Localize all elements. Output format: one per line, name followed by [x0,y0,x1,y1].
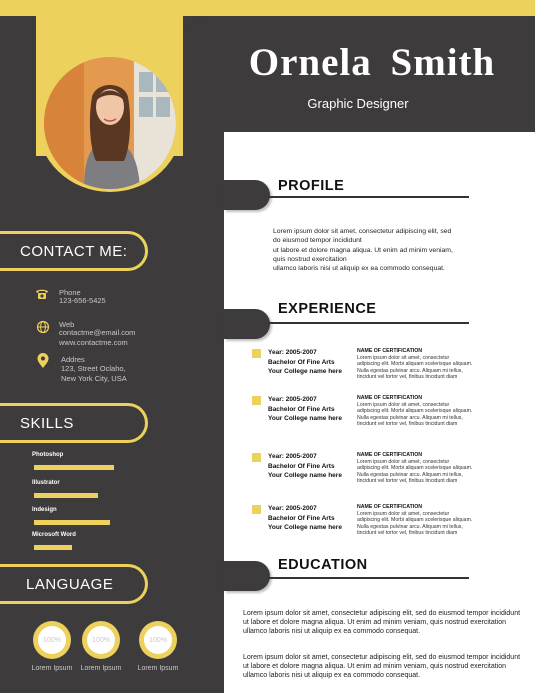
experience-college: Your College name here [268,472,342,479]
certification-line: tincidunt vel tortor vel, finibus tincidunt diam [357,478,458,484]
web-email: contactme@email.com [59,328,136,337]
experience-heading: EXPERIENCE [278,301,377,317]
candidate-name: Ornela Smith [248,41,496,84]
top-accent-band [0,0,535,16]
language-level-ring [33,621,71,659]
education-paragraph [243,609,520,636]
skill-label: Indesign [32,507,57,513]
web-label: Web [59,320,75,329]
experience-degree: Bachelor Of Fine Arts [268,514,335,522]
experience-tab [224,309,270,339]
skill-label: Illustrator [32,480,60,486]
certification-line: Lorem ipsum dolor sit amet, consectetur [357,354,450,361]
certification-line: adipiscing elit. Morbi aliquam scelerisque aliquam. [357,517,473,523]
experience-entry [268,452,342,481]
experience-year: Year: 2005-2007 [268,349,317,356]
certification-line: adipiscing elit. Morbi aliquam scelerisque aliquam. [357,465,473,471]
language-heading: LANGUAGE [26,575,114,593]
profile-heading: PROFILE [278,178,345,194]
education-line: ullamco laboris nisi ut aliquip ex ea commodo consequat. [243,672,421,679]
phone-label: Phone [59,288,81,297]
phone-icon [35,287,49,301]
language-label: Lorem Ipsum [137,665,179,672]
certification-line: Nulla egestas pulvinar arcu. Aliquam mi tellus, [357,414,463,421]
experience-underline [268,322,469,324]
certification-line: Nulla egestas pulvinar arcu. Aliquam mi tellus, [357,523,463,530]
profile-line: ut labore et dolore magna aliqua. Ut enim ad minim veniam, [273,246,453,254]
profile-line: do eiusmod tempor incididunt [273,237,362,245]
contact-heading: CONTACT ME: [20,242,128,260]
language-label: Lorem Ipsum [31,665,73,672]
experience-college: Your College name here [268,415,342,422]
job-title: Graphic Designer [307,96,409,111]
certification-title: NAME OF CERTIFICATION [357,504,423,510]
header-left-block [0,16,36,156]
certification-line: adipiscing elit. Morbi aliquam scelerisque aliquam. [357,408,473,414]
certification-block [357,348,497,381]
language-percent: 100% [144,626,172,654]
certification-title: NAME OF CERTIFICATION [357,395,423,401]
experience-entry [268,395,342,424]
experience-college: Your College name here [268,524,342,531]
education-heading: EDUCATION [278,557,368,573]
certification-line: Lorem ipsum dolor sit amet, consectetur [357,458,450,465]
experience-degree: Bachelor Of Fine Arts [268,462,335,470]
certification-line: adipiscing elit. Morbi aliquam scelerisque aliquam. [357,361,473,367]
profile-photo [44,57,176,189]
language-percent: 100% [87,626,115,654]
skills-heading-pill [0,403,148,443]
certification-line: tincidunt vel tortor vel, finibus tincidunt diam [357,374,458,380]
skill-label: Photoshop [32,452,64,458]
experience-entry [268,504,342,533]
language-level-ring [139,621,177,659]
skill-level-bar [34,520,110,525]
education-tab [224,561,270,591]
language-label: Lorem Ipsum [80,665,122,672]
experience-year: Year: 2005-2007 [268,396,317,403]
skill-level-bar [34,465,114,470]
experience-bullet [252,396,261,405]
skills-heading: SKILLS [20,414,74,432]
experience-bullet [252,453,261,462]
education-paragraph [243,653,520,680]
experience-degree: Bachelor Of Fine Arts [268,358,335,366]
contact-heading-pill [0,231,148,271]
profile-tab [224,180,270,210]
education-line: ut labore et dolore magna aliqua. Ut enim ad minim veniam, quis nostrud exercitation [243,619,507,626]
education-line: ut labore et dolore magna aliqua. Ut enim ad minim veniam, quis nostrud exercitation [243,663,507,670]
experience-year: Year: 2005-2007 [268,505,317,512]
education-line: Lorem ipsum dolor sit amet, consectetur adipiscing elit, sed do eiusmod tempor incididunt [243,654,521,661]
skill-level-bar [34,493,98,498]
address-line-1: 123, Street Oclaho, [61,364,126,373]
experience-bullet [252,505,261,514]
profile-line: Lorem ipsum dolor sit amet, consectetur adipiscing elit, sed [273,228,452,235]
certification-title: NAME OF CERTIFICATION [357,348,423,354]
skill-label: Microsoft Word [32,532,76,538]
certification-line: Lorem ipsum dolor sit amet, consectetur [357,401,450,408]
web-site: www.contactme.com [59,338,128,347]
certification-line: Nulla egestas pulvinar arcu. Aliquam mi tellus, [357,367,463,374]
location-pin-icon [36,353,50,369]
experience-year: Year: 2005-2007 [268,453,317,460]
education-underline [268,577,469,579]
certification-line: tincidunt vel tortor vel, finibus tincidunt diam [357,530,458,536]
certification-line: Nulla egestas pulvinar arcu. Aliquam mi tellus, [357,471,463,478]
experience-entry [268,348,342,377]
profile-text [273,227,453,273]
experience-college: Your College name here [268,368,342,375]
education-line: ullamco laboris nisi ut aliquip ex ea commodo consequat. [243,628,421,635]
certification-block [357,504,497,537]
education-line: Lorem ipsum dolor sit amet, consectetur adipiscing elit, sed do eiusmod tempor incididunt [243,610,521,617]
language-heading-pill [0,564,148,604]
experience-degree: Bachelor Of Fine Arts [268,405,335,413]
skill-level-bar [34,545,72,550]
globe-icon [36,320,50,334]
certification-line: Lorem ipsum dolor sit amet, consectetur [357,510,450,517]
profile-line: quis nostrud exercitation [273,255,347,263]
profile-underline [268,196,469,198]
language-percent: 100% [38,626,66,654]
profile-line: ullamco laboris nisi ut aliquip ex ea commodo consequat. [273,265,445,273]
certification-block [357,395,497,428]
address-label: Addres [61,355,85,364]
certification-title: NAME OF CERTIFICATION [357,452,423,458]
address-line-2: New York City, USA [61,374,127,383]
experience-bullet [252,349,261,358]
certification-block [357,452,497,485]
phone-value: 123-656-5425 [59,296,106,305]
language-level-ring [82,621,120,659]
certification-line: tincidunt vel tortor vel, finibus tincidunt diam [357,421,458,427]
